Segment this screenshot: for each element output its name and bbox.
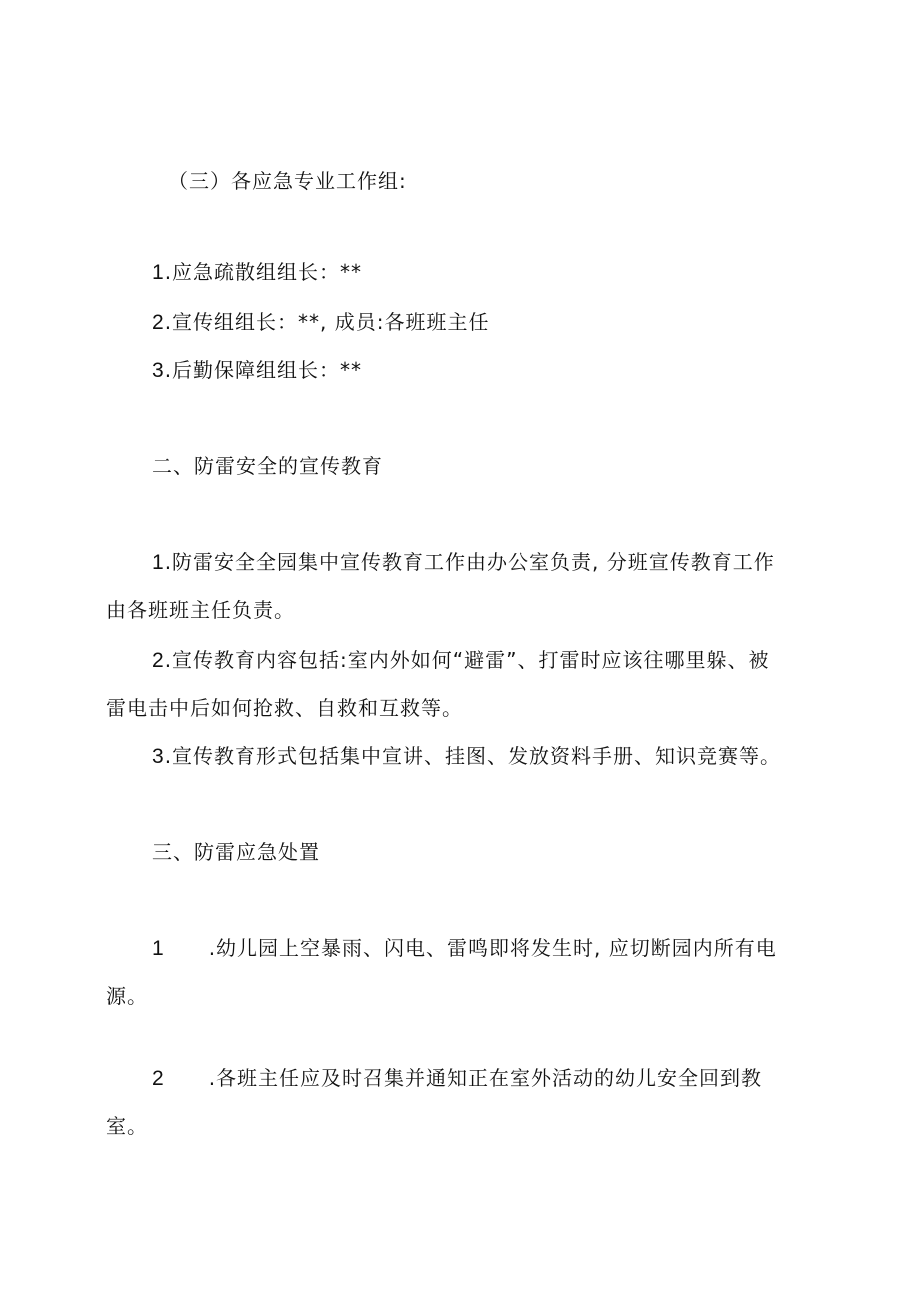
response-item-2-line-2: 室。: [106, 1114, 148, 1138]
item-number: 3: [152, 359, 165, 382]
education-item-3: [152, 742, 781, 771]
item-text: .后勤保障组组长：**: [164, 358, 363, 382]
item-number: 1: [152, 551, 165, 574]
item-text: .宣传教育形式包括集中宣讲、挂图、发放资料手册、知识竞赛等。: [164, 744, 782, 768]
group-item-3: [152, 356, 362, 385]
item-text: .宣传教育内容包括:室内外如何“避雷”、打雷时应该往哪里躲、被: [164, 648, 770, 672]
item-number: 2: [152, 1067, 165, 1090]
section-subheading: （三）各应急专业工作组:: [168, 169, 407, 193]
item-text: .宣传组组长：**, 成员:各班班主任: [164, 310, 490, 334]
education-item-2-line-2: 雷电击中后如何抢救、自救和互救等。: [106, 696, 463, 720]
response-item-1-line-2: 源。: [106, 984, 148, 1008]
response-item-1-line-1: [152, 934, 777, 963]
section-heading-2: 二、防雷安全的宣传教育: [152, 454, 383, 478]
item-number: 2: [152, 649, 165, 672]
item-number: 1: [152, 261, 165, 284]
group-item-2: [152, 308, 490, 337]
education-item-1-line-2: 由各班班主任负责。: [106, 598, 295, 622]
item-number: 1: [152, 937, 165, 960]
section-heading-3: 三、防雷应急处置: [152, 840, 320, 864]
education-item-1-line-1: [152, 548, 775, 577]
item-number: 3: [152, 745, 165, 768]
item-text: .防雷安全全园集中宣传教育工作由办公室负责, 分班宣传教育工作: [164, 550, 775, 574]
education-item-2-line-1: [152, 646, 770, 675]
item-number: 2: [152, 311, 165, 334]
item-text: .各班主任应及时召集并通知正在室外活动的幼儿安全回到教: [208, 1066, 763, 1090]
response-item-2-line-1: [152, 1064, 762, 1093]
item-text: .应急疏散组组长：**: [164, 260, 363, 284]
item-text: .幼儿园上空暴雨、闪电、雷鸣即将发生时, 应切断园内所有电: [208, 936, 777, 960]
group-item-1: [152, 258, 362, 287]
